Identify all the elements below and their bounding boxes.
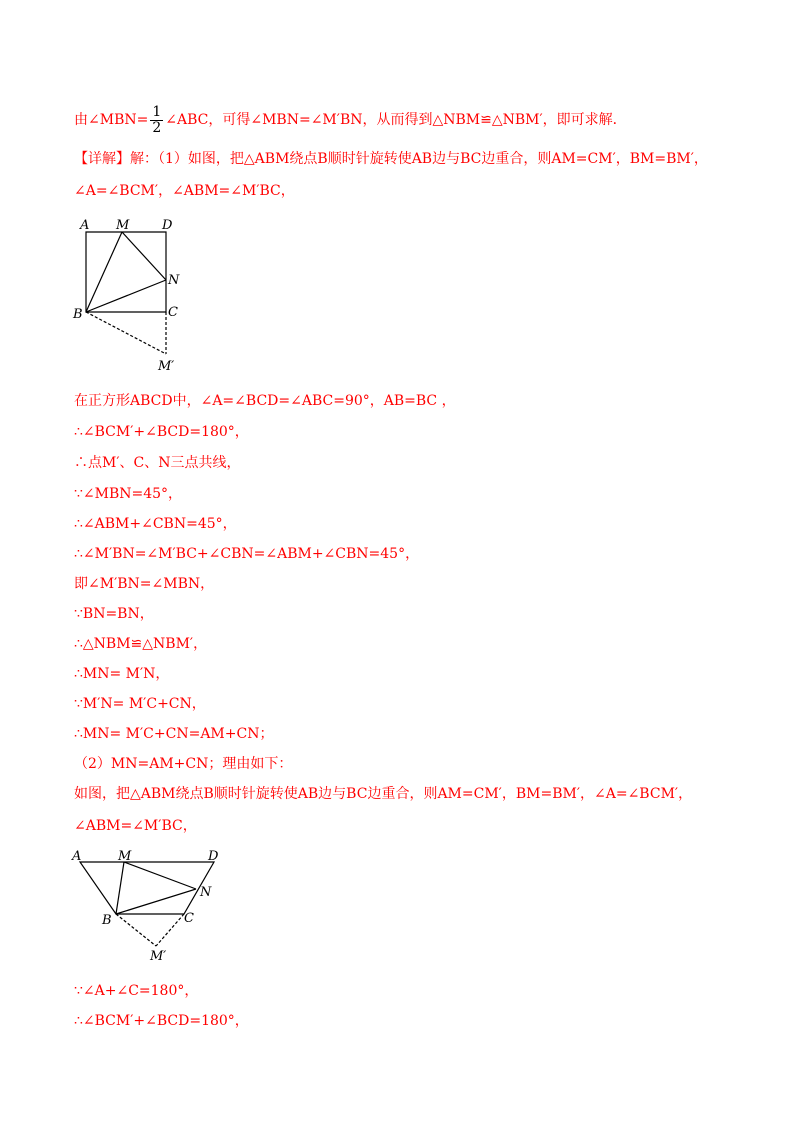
proof-line: ∠ABM=∠M′BC， bbox=[74, 818, 197, 834]
label-m-prime: M′ bbox=[158, 359, 175, 374]
proof-line: 即∠M′BN=∠MBN， bbox=[74, 576, 215, 592]
segment-cm-prime bbox=[156, 914, 184, 946]
segment-bm-prime bbox=[86, 312, 166, 354]
label-n: N bbox=[168, 273, 180, 288]
fraction bbox=[150, 105, 163, 136]
segment-bm-prime bbox=[116, 914, 156, 946]
proof-line: 如图，把△ABM绕点B顺时针旋转使AB边与BC边重合，则AM=CM′，BM=BM′，∠A=∠BCM′， bbox=[74, 786, 693, 802]
intro-prefix: 由∠MBN= bbox=[74, 112, 149, 128]
figure-1-square bbox=[70, 212, 190, 377]
proof-line: （2）MN=AM+CN；理由如下： bbox=[74, 756, 293, 772]
segment-mn bbox=[122, 232, 166, 280]
square-abcd bbox=[86, 232, 166, 312]
segment-mn bbox=[124, 862, 196, 889]
label-n: N bbox=[200, 885, 212, 900]
proof-line: ∴△NBM≌△NBM′， bbox=[74, 636, 208, 652]
label-b: B bbox=[102, 913, 112, 928]
proof-line: ∴∠BCM′+∠BCD=180°， bbox=[74, 1013, 249, 1029]
proof-line: ∵∠A+∠C=180°， bbox=[74, 983, 199, 999]
proof-line: ∵∠MBN=45°， bbox=[74, 486, 183, 502]
detail-line-1 bbox=[74, 150, 708, 168]
fraction-numerator: 1 bbox=[152, 103, 162, 120]
intro-line bbox=[74, 100, 627, 140]
proof-line: ∴∠BCM′+∠BCD=180°， bbox=[74, 424, 249, 440]
label-d: D bbox=[162, 218, 173, 233]
label-m: M bbox=[118, 849, 132, 864]
intro-suffix: ∠ABC，可得∠MBN=∠M′BN，从而得到△NBM≌△NBM′，即可求解． bbox=[165, 112, 627, 128]
label-a: A bbox=[72, 849, 82, 864]
detail-line-2: ∠A=∠BCM′，∠ABM=∠M′BC， bbox=[74, 183, 295, 199]
label-m: M bbox=[116, 218, 130, 233]
proof-line: ∴∠M′BN=∠M′BC+∠CBN=∠ABM+∠CBN=45°， bbox=[74, 546, 420, 562]
detail-label: 【详解】 bbox=[74, 151, 130, 167]
label-c: C bbox=[168, 305, 178, 320]
label-a: A bbox=[80, 218, 90, 233]
label-m-prime: M′ bbox=[150, 949, 167, 964]
proof-line: ∴MN= M′N， bbox=[74, 666, 170, 682]
proof-line: ∴点M′、C、N三点共线， bbox=[74, 455, 241, 471]
fraction-denominator: 2 bbox=[152, 119, 162, 136]
label-d: D bbox=[208, 849, 219, 864]
proof-line: ∴∠ABM+∠CBN=45°， bbox=[74, 516, 237, 532]
label-b: B bbox=[73, 307, 83, 322]
proof-line: ∵M′N= M′C+CN， bbox=[74, 696, 206, 712]
segment-bm bbox=[116, 862, 124, 914]
proof-line: 在正方形ABCD中，∠A=∠BCD=∠ABC=90°，AB=BC ， bbox=[74, 393, 456, 409]
detail-text-1: 解：（1）如图，把△ABM绕点B顺时针旋转使AB边与BC边重合，则AM=CM′，BM=BM′， bbox=[130, 151, 708, 167]
label-c: C bbox=[184, 911, 194, 926]
figure-2-trapezoid bbox=[68, 844, 238, 964]
proof-line: ∵BN=BN， bbox=[74, 606, 154, 622]
proof-line: ∴MN= M′C+CN=AM+CN； bbox=[74, 726, 274, 742]
